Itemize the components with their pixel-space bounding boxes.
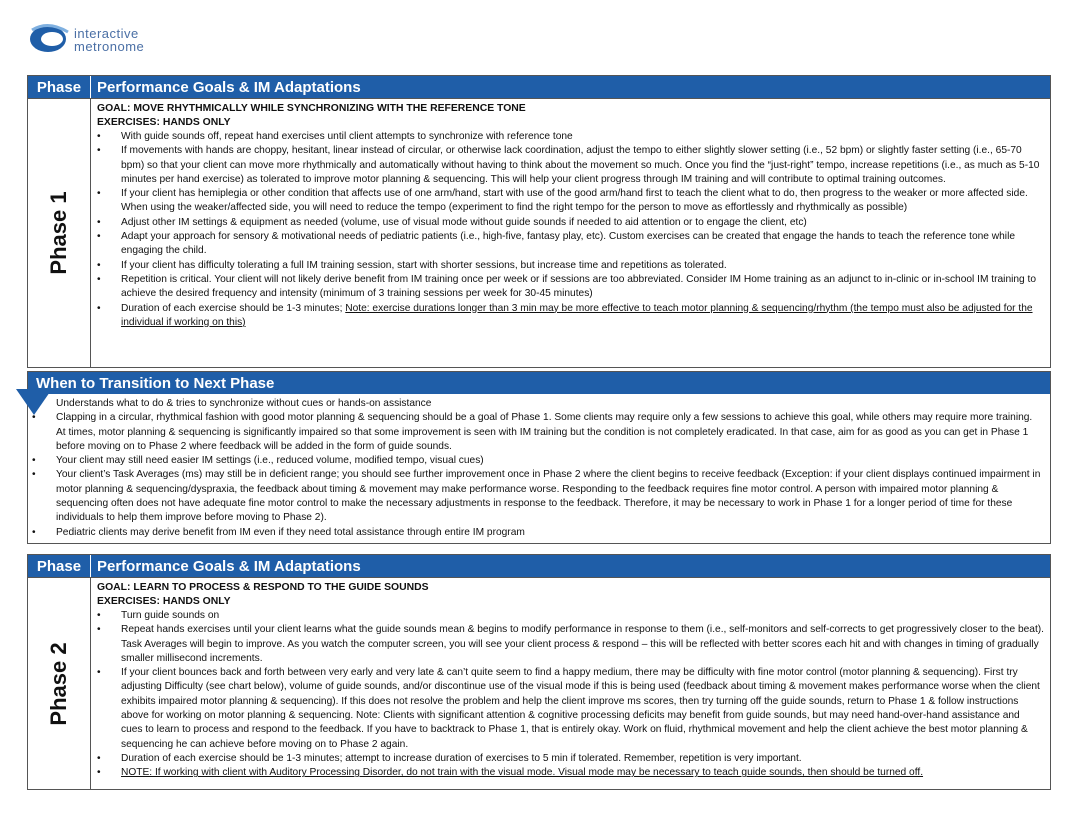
phase2-goal: GOAL: LEARN TO PROCESS & RESPOND TO THE GUIDE SOUNDS (97, 582, 429, 593)
phase2-label-cell (28, 578, 91, 789)
transition-section (27, 371, 1051, 544)
metronome-logo-icon (28, 22, 72, 56)
list-item: • Repetition is critical. Your client will not likely derive benefit from IM training once per week or if sessions are too abbreviated. Consider IM Home training as an adjunct to in-clinic or in-school IM training to achieve the desired frequency and intensity (minimum of 3 training sessions per week for 30-45 minutes) (97, 273, 1044, 302)
list-item: • Your client may still need easier IM settings (i.e., reduced volume, modified tempo, visual cues) (32, 454, 1044, 468)
phase1-header (28, 76, 1050, 99)
list-item (97, 766, 1044, 780)
goals-column-header: Performance Goals & IM Adaptations (97, 557, 361, 575)
phase2-label: Phase 2 (46, 641, 71, 726)
transition-header: When to Transition to Next Phase (28, 372, 1050, 394)
list-item: • If your client has difficulty tolerating a full IM training session, start with shorter sessions, but increase time and repetitions as tolerated. (97, 259, 1044, 273)
apd-note: NOTE: If working with client with Auditory Processing Disorder, do not train with the visual mode. Visual mode may be necessary to teach guide sounds, then should be turned off. (121, 767, 924, 779)
phase1-content (91, 99, 1050, 367)
duration-text: Duration of each exercise should be 1-3 minutes; (121, 302, 346, 314)
list-item: • If your client has hemiplegia or other condition that affects use of one arm/hand, start with use of the good arm/hand first to teach the client what to do, then progress to the weaker or more affected side. When using the weaker/affected side, you will need to reduce the tempo (experiment to find the right tempo for the person to move as effortlessly and rhythmically as possible) (97, 187, 1044, 216)
phase2-table (27, 554, 1051, 790)
phase1-goal: GOAL: MOVE RHYTHMICALLY WHILE SYNCHRONIZING WITH THE REFERENCE TONE (97, 103, 526, 114)
phase-column-header: Phase (28, 555, 91, 577)
transition-content (28, 394, 1050, 543)
transition-list (32, 397, 1044, 540)
list-item (97, 302, 1044, 331)
list-item: • Your client’s Task Averages (ms) may still be in deficient range; you should see further improvement once in Phase 2 where the client begins to receive feedback (Exception: if your client displays continued impairment in motor planning & sequencing/dyspraxia, the feedback about timing & movement may make performance worse. Responding to the feedback requires fine motor control. A person with impaired motor planning & sequencing often does not have adequate fine motor control to make the necessary adjustments in response to the feedback. Therefore, it may be necessary to work in Phase 1 for a longer period of time for these individuals to help them improve before moving to Phase 2). (32, 468, 1044, 525)
phase2-list (97, 609, 1044, 781)
phase2-content (91, 578, 1050, 789)
goals-column-header: Performance Goals & IM Adaptations (97, 78, 361, 96)
phase1-list (97, 130, 1044, 330)
arrow-down-icon (16, 389, 52, 415)
duration-note: Note: exercise durations longer than 3 min may be more effective to teach motor planning & sequencing/rhythm (the tempo must also be adjusted for the individual if working on this) (121, 302, 1033, 328)
phase-column-header: Phase (28, 76, 91, 98)
phase1-label: Phase 1 (46, 191, 71, 275)
phase2-header (28, 555, 1050, 578)
list-item: • Duration of each exercise should be 1-3 minutes; attempt to increase duration of exercises to 5 min if tolerated. Remember, repetition is very important. (97, 752, 1044, 766)
interactive-metronome-logo (28, 20, 168, 60)
list-item: • If movements with hands are choppy, hesitant, linear instead of circular, or otherwise lack coordination, adjust the tempo to either slightly slower setting (i.e., 52 bpm) or slightly faster setting (i.e., 65-70 bpm) so that your client can move more rhythmically and automatically without having to think about the movement so much. Once you find the “just-right” tempo, increase repetitions (i.e., as much as 5-10 minutes per hand exercise) as tolerated to improve motor planning & sequencing. This will help your client progress through IM training and will contribute to optimal training outcomes. (97, 144, 1044, 187)
list-item: • Adjust other IM settings & equipment as needed (volume, use of visual mode without guide sounds if needed to aid attention or to engage the client, etc) (97, 216, 1044, 230)
list-item: • Adapt your approach for sensory & motivational needs of pediatric patients (i.e., high-five, fantasy play, etc). Custom exercises can be created that engage the hands to teach the reference tone while engaging the child. (97, 230, 1044, 259)
logo-text-line2: metronome (74, 39, 145, 54)
list-item: • With guide sounds off, repeat hand exercises until client attempts to synchronize with reference tone (97, 130, 1044, 144)
phase1-exercises: EXERCISES: HANDS ONLY (97, 117, 231, 128)
list-item: • If your client bounces back and forth between very early and very late & can’t quite seem to find a happy medium, there may be difficulty with fine motor control (motor planning & sequencing). First try adjusting Difficulty (see chart below), volume of guide sounds, and/or discontinue use of the visual mode if this is being used (feedback about timing & movement makes performance worse when the client exhibits impaired motor planning & sequencing). If this does not resolve the problem and help the client improve ms scores, then try turning off the guide sounds, return to Phase 1 & follow instructions above for working on motor planning & sequencing. Note: Clients with significant attention & cognitive processing deficits may benefit from guide sounds, but may need hand-over-hand assistance and cues to learn to process and respond to the feedback. If you have to backtrack to Phase 1, that is entirely okay. Work on fluid, rhythmical movement and help the client achieve the best motor planning & sequencing he can achieve before moving on to Phase 2 again. (97, 666, 1044, 752)
list-item: • Turn guide sounds on (97, 609, 1044, 623)
phase2-exercises: EXERCISES: HANDS ONLY (97, 596, 231, 607)
list-item: • Repeat hands exercises until your client learns what the guide sounds mean & begins to modify performance in response to them (i.e., self-monitors and self-corrects to get progressively closer to the beat). Task Averages will begin to improve. As you watch the computer screen, you will see your client process & respond – this will be reflected with better scores each hit and with changes in timing of gradually smaller millisecond increments. (97, 623, 1044, 666)
phase1-label-cell (28, 99, 91, 367)
list-item: • Understands what to do & tries to synchronize without cues or hands-on assistance (32, 397, 1044, 411)
logo-text-line1: interactive (74, 26, 139, 41)
phase1-table (27, 75, 1051, 368)
list-item: • Pediatric clients may derive benefit from IM even if they need total assistance through entire IM program (32, 526, 1044, 540)
list-item: • Clapping in a circular, rhythmical fashion with good motor planning & sequencing should be a goal of Phase 1. Some clients may require only a few sessions to achieve this goal, while others may require more training. At times, motor planning & sequencing is significantly impaired so that some improvement is seen with IM training but the condition is not completely eradicated. In that case, aim for as good as you can get in Phase 1 before moving on to Phase 2 where feedback will be added in the form of guide sounds. (32, 411, 1044, 454)
